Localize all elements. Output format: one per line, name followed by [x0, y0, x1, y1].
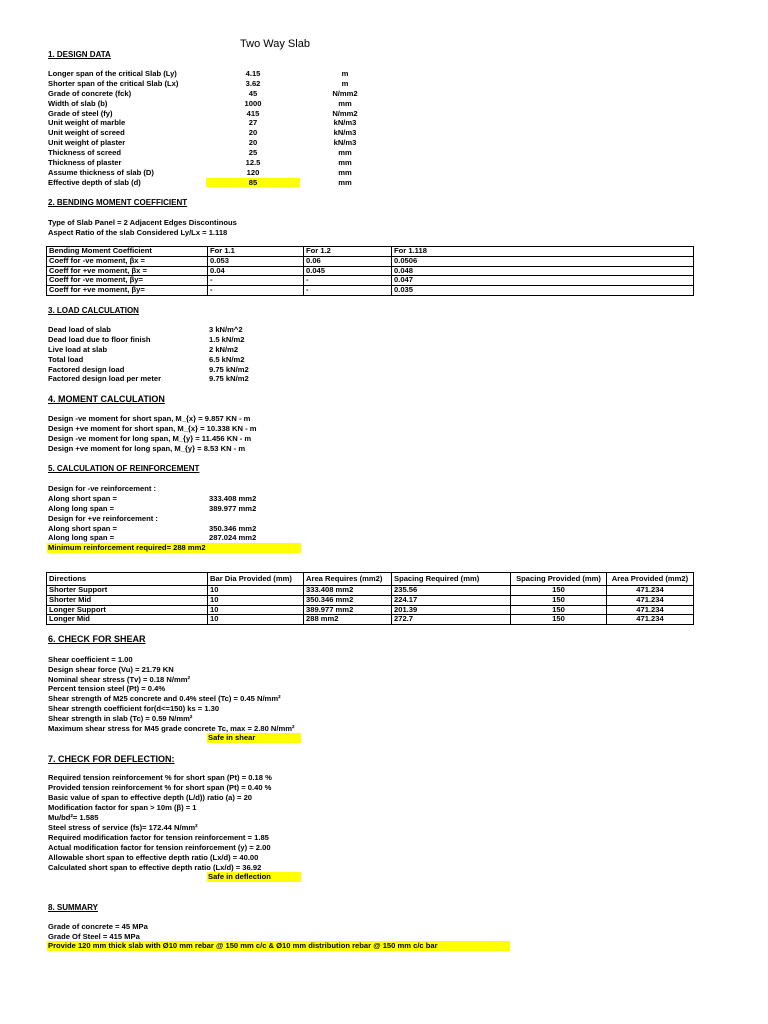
design-data-label: Unit weight of plaster: [48, 138, 126, 148]
reinforcement-label: Along long span =: [48, 533, 115, 543]
table-header-row: [47, 247, 694, 257]
reinforcement-value: 389.977 mm2: [209, 503, 257, 513]
reinforcement-heading: 5. CALCULATION OF REINFORCEMENT: [48, 464, 200, 473]
design-data-unit: mm: [338, 148, 352, 158]
design-data-row: [48, 79, 378, 89]
design-data-unit: m: [341, 78, 349, 88]
deflection-line: Allowable short span to effective depth ratio (Lx/d) = 40.00: [48, 853, 259, 862]
summary-line: Grade of concrete = 45 MPa: [48, 922, 148, 931]
table-header-cell: Bending Moment Coefficient: [47, 247, 208, 257]
reinforcement-label: Along short span =: [48, 523, 117, 533]
table-header-cell: Spacing Required (mm): [392, 573, 511, 586]
shear-line: Shear strength coefficient for(d<=150) ks = 1.30: [48, 704, 220, 713]
reinforcement-value: 333.408 mm2: [209, 493, 257, 503]
design-data-value: 4.15: [245, 69, 261, 78]
design-data-unit: kN/m3: [333, 138, 357, 148]
design-data-row: [48, 148, 378, 158]
design-data-list: [48, 69, 378, 188]
table-cell: -: [208, 276, 304, 286]
deflection-line: Calculated short span to effective depth ratio (Lx/d) = 36.92: [48, 863, 262, 872]
table-cell: 272.7: [392, 615, 511, 625]
table-row: [47, 605, 694, 615]
table-cell: Longer Mid: [47, 615, 208, 625]
design-data-label: Shorter span of the critical Slab (Lx): [48, 78, 179, 88]
design-data-value: 120: [246, 167, 260, 177]
bending-coefficient-table: [46, 246, 694, 296]
deflection-line: Basic value of span to effective depth (L/d)) ratio (a) = 20: [48, 793, 253, 802]
table-row: [47, 286, 694, 296]
design-data-value: 415: [246, 108, 260, 118]
table-cell: 0.047: [392, 276, 694, 286]
design-data-value-highlighted: 85: [206, 178, 300, 187]
design-data-row-effective-depth: [48, 178, 378, 188]
table-header-row: [47, 573, 694, 586]
table-row: [47, 595, 694, 605]
shear-line: Nominal shear stress (Tv) = 0.18 N/mm²: [48, 675, 191, 684]
design-data-label: Longer span of the critical Slab (Ly): [48, 69, 177, 78]
table-cell: 10: [208, 615, 304, 625]
aspect-ratio: Aspect Ratio of the slab Considered Ly/Lx = 1.118: [48, 228, 228, 237]
load-label: Total load: [48, 354, 84, 364]
table-cell: Shorter Support: [47, 586, 208, 596]
design-data-row: [48, 158, 378, 168]
design-data-value: 25: [248, 148, 258, 158]
deflection-line: Steel stress of service (fs)= 172.44 N/mm²: [48, 823, 198, 832]
table-header-cell: Area Requires (mm2): [304, 573, 392, 586]
design-data-value: 12.5: [245, 158, 261, 168]
table-cell: 333.408 mm2: [304, 586, 392, 596]
load-value: 9.75 kN/m2: [209, 364, 249, 374]
minimum-reinforcement-highlight: Minimum reinforcement required= 288 mm2: [47, 543, 301, 553]
reinforcement-label: Design for +ve reinforcement :: [48, 513, 158, 523]
design-data-label: Thickness of plaster: [48, 158, 122, 168]
table-cell: 201.39: [392, 605, 511, 615]
design-data-row: [48, 109, 378, 119]
load-label: Dead load due to floor finish: [48, 334, 151, 344]
deflection-line: Required tension reinforcement % for short span (Pt) = 0.18 %: [48, 773, 272, 782]
deflection-heading: 7. CHECK FOR DEFLECTION:: [48, 754, 175, 764]
load-value: 3 kN/m^2: [209, 325, 243, 334]
table-cell: 150: [511, 605, 607, 615]
design-data-label: Grade of steel (fy): [48, 108, 113, 118]
table-cell: Coeff for +ve moment, βy=: [47, 286, 208, 296]
design-data-label: Unit weight of screed: [48, 128, 125, 138]
table-cell: 10: [208, 605, 304, 615]
reinforcement-value: 350.346 mm2: [209, 523, 257, 533]
design-data-unit: kN/m3: [333, 118, 357, 128]
design-data-unit: mm: [338, 98, 352, 108]
deflection-line: Modification factor for span > 10m (β) = 1: [48, 803, 197, 812]
load-value: 1.5 kN/m2: [209, 334, 245, 344]
table-cell: 350.346 mm2: [304, 595, 392, 605]
table-cell: Coeff for -ve moment, βy=: [47, 276, 208, 286]
deflection-line: Provided tension reinforcement % for short span (Pt) = 0.40 %: [48, 783, 272, 792]
design-data-label: Grade of concrete (fck): [48, 88, 132, 98]
moment-line: Design +ve moment for long span, M_{y} = 8.53 KN - m: [48, 444, 246, 453]
table-cell: 150: [511, 615, 607, 625]
design-data-unit: m: [341, 69, 349, 78]
load-value: 2 kN/m2: [209, 344, 239, 354]
table-header-cell: For 1.2: [304, 247, 392, 257]
design-data-row: [48, 128, 378, 138]
table-cell: 150: [511, 595, 607, 605]
load-value: 9.75 kN/m2: [209, 374, 249, 384]
design-data-row: [48, 69, 378, 79]
reinforcement-label: Along long span =: [48, 503, 115, 513]
safe-in-deflection-highlight: Safe in deflection: [207, 872, 301, 882]
reinforcement-label: Design for -ve reinforcement :: [48, 484, 157, 493]
table-cell: 471.234: [607, 615, 694, 625]
load-label: Factored design load: [48, 364, 125, 374]
deflection-line: Required modification factor for tension reinforcement = 1.85: [48, 833, 269, 842]
table-header-cell: For 1.118: [392, 247, 694, 257]
table-cell: 0.06: [304, 256, 392, 266]
design-data-row: [48, 89, 378, 99]
table-header-cell: Bar Dia Provided (mm): [208, 573, 304, 586]
table-row: [47, 615, 694, 625]
design-data-unit: kN/m3: [333, 128, 357, 138]
design-data-row: [48, 168, 378, 178]
design-data-heading: 1. DESIGN DATA: [48, 50, 111, 59]
table-cell: 235.56: [392, 586, 511, 596]
table-cell: Coeff for +ve moment, βx =: [47, 266, 208, 276]
table-row: [47, 586, 694, 596]
table-cell: 150: [511, 586, 607, 596]
shear-heading: 6. CHECK FOR SHEAR: [48, 634, 146, 644]
table-header-cell: Directions: [47, 573, 208, 586]
moment-line: Design +ve moment for short span, M_{x} = 10.338 KN - m: [48, 424, 257, 433]
safe-in-shear-highlight: Safe in shear: [207, 733, 301, 743]
design-data-value: 1000: [244, 98, 262, 108]
table-cell: 0.048: [392, 266, 694, 276]
table-header-cell: For 1.1: [208, 247, 304, 257]
shear-line: Shear strength of M25 concrete and 0.4% steel (Tc) = 0.45 N/mm²: [48, 694, 281, 703]
design-data-row: [48, 118, 378, 128]
design-data-label: Unit weight of marble: [48, 118, 126, 128]
slab-panel-type: Type of Slab Panel = 2 Adjacent Edges Discontinous: [48, 218, 237, 227]
shear-line: Percent tension steel (Pt) = 0.4%: [48, 684, 166, 693]
shear-line: Maximum shear stress for M45 grade concrete Tc, max = 2.80 N/mm²: [48, 724, 295, 733]
reinforcement-value: 287.024 mm2: [209, 533, 257, 543]
shear-line: Design shear force (Vu) = 21.79 KN: [48, 665, 174, 674]
load-heading: 3. LOAD CALCULATION: [48, 306, 139, 315]
design-data-value: 27: [248, 118, 258, 128]
table-cell: 471.234: [607, 586, 694, 596]
table-cell: 10: [208, 586, 304, 596]
design-data-label: Width of slab (b): [48, 98, 108, 108]
table-cell: 0.035: [392, 286, 694, 296]
shear-line: Shear strength in slab (Tc) = 0.59 N/mm²: [48, 714, 193, 723]
table-row: [47, 276, 694, 286]
design-data-unit: mm: [338, 167, 352, 177]
load-label: Live load at slab: [48, 344, 108, 354]
load-label: Factored design load per meter: [48, 374, 162, 384]
table-row: [47, 266, 694, 276]
design-data-value: 45: [248, 88, 258, 98]
table-cell: 0.045: [304, 266, 392, 276]
table-cell: 471.234: [607, 605, 694, 615]
reinforcement-table: [46, 572, 694, 625]
table-header-cell: Spacing Provided (mm): [511, 573, 607, 586]
table-cell: 288 mm2: [304, 615, 392, 625]
load-value: 6.5 kN/m2: [209, 354, 245, 364]
design-data-row: [48, 138, 378, 148]
deflection-line: Actual modification factor for tension reinforcement (y) = 2.00: [48, 843, 271, 852]
table-cell: 10: [208, 595, 304, 605]
design-data-unit: N/mm2: [332, 88, 358, 98]
page-title: Two Way Slab: [240, 38, 310, 50]
summary-final-highlight: Provide 120 mm thick slab with Ø10 mm rebar @ 150 mm c/c & Ø10 mm distribution rebar @ 150 mm c/c bar: [47, 941, 510, 951]
table-cell: -: [304, 276, 392, 286]
table-cell: 471.234: [607, 595, 694, 605]
design-data-label: Effective depth of slab (d): [48, 177, 141, 187]
moment-line: Design -ve moment for short span, M_{x} = 9.857 KN - m: [48, 414, 251, 423]
moment-heading: 4. MOMENT CALCULATION: [48, 394, 165, 404]
table-cell: 0.04: [208, 266, 304, 276]
table-row: [47, 256, 694, 266]
table-cell: Coeff for -ve moment, βx =: [47, 256, 208, 266]
design-data-unit: mm: [338, 158, 352, 168]
table-cell: 0.0506: [392, 256, 694, 266]
table-cell: 0.053: [208, 256, 304, 266]
deflection-line: Mu/bd²= 1.585: [48, 813, 99, 822]
design-data-unit: mm: [338, 177, 352, 187]
load-label: Dead load of slab: [48, 325, 111, 334]
bending-heading: 2. BENDING MOMENT COEFFICIENT: [48, 198, 188, 207]
shear-line: Shear coefficient = 1.00: [48, 655, 133, 664]
moment-line: Design -ve moment for long span, M_{y} = 11.456 KN - m: [48, 434, 252, 443]
design-data-row: [48, 99, 378, 109]
table-cell: Shorter Mid: [47, 595, 208, 605]
design-data-value: 3.62: [245, 78, 261, 88]
design-data-value: 20: [248, 138, 258, 148]
table-cell: -: [208, 286, 304, 296]
summary-line: Grade Of Steel = 415 MPa: [48, 932, 140, 941]
table-cell: 224.17: [392, 595, 511, 605]
design-data-value: 20: [248, 128, 258, 138]
table-header-cell: Area Provided (mm2): [607, 573, 694, 586]
table-cell: Longer Support: [47, 605, 208, 615]
table-cell: 389.977 mm2: [304, 605, 392, 615]
design-data-label: Assume thickness of slab (D): [48, 167, 154, 177]
reinforcement-label: Along short span =: [48, 493, 117, 503]
summary-heading: 8. SUMMARY: [48, 903, 98, 912]
design-data-unit: N/mm2: [332, 108, 358, 118]
design-data-label: Thickness of screed: [48, 148, 122, 158]
table-cell: -: [304, 286, 392, 296]
